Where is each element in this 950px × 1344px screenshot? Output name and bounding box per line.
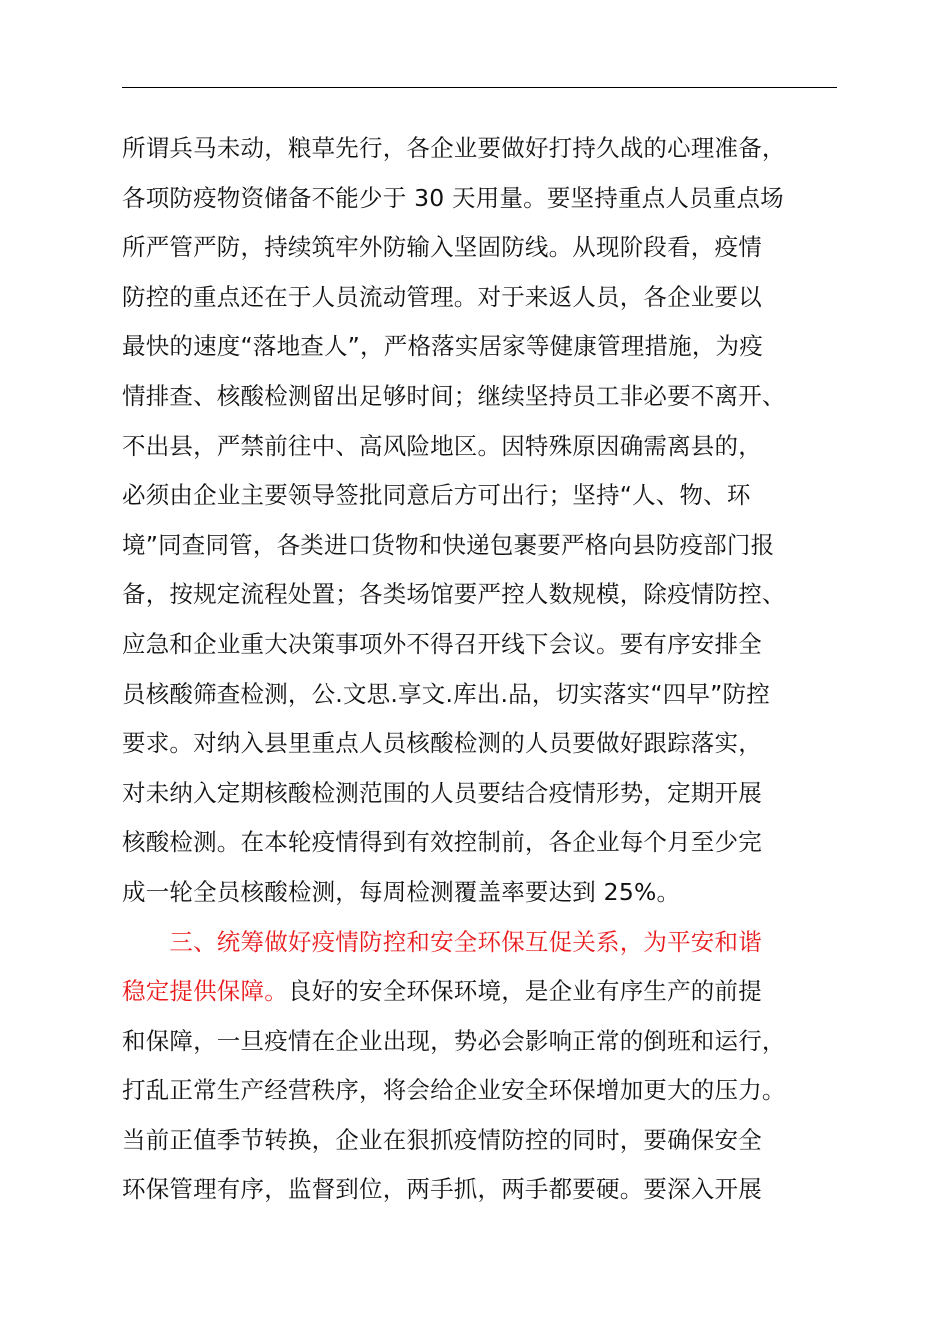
paragraph-text: 成一轮全员核酸检测，每周检测覆盖率要达到 25%。 (122, 877, 681, 906)
text-line (122, 471, 862, 521)
text-line (122, 1066, 862, 1116)
paragraph-text: 所严管严防，持续筑牢外防输入坚固防线。从现阶段看，疫情 (122, 233, 762, 262)
paragraph-text: 和保障，一旦疫情在企业出现，势必会影响正常的倒班和运行， (122, 1026, 786, 1055)
text-line (122, 719, 862, 769)
paragraph-text: 要求。对纳入县里重点人员核酸检测的人员要做好跟踪落实， (122, 729, 762, 758)
text-line (122, 620, 862, 670)
heading-text: 稳定提供保障。 (122, 977, 288, 1006)
paragraph-text: 应急和企业重大决策事项外不得召开线下会议。要有序安排全 (122, 629, 762, 658)
paragraph-text: 环保管理有序，监督到位，两手抓，两手都要硬。要深入开展 (122, 1175, 762, 1204)
text-line (122, 1165, 862, 1215)
text-line (122, 273, 862, 323)
text-line (122, 570, 862, 620)
paragraph-text: 必须由企业主要领导签批同意后方可出行；坚持“人、物、环 (122, 481, 751, 510)
text-line (122, 322, 862, 372)
paragraph-text: 当前正值季节转换，企业在狠抓疫情防控的同时，要确保安全 (122, 1125, 762, 1154)
text-line (122, 521, 862, 571)
header-rule (122, 87, 837, 88)
heading-text: 三、统筹做好疫情防控和安全环保互促关系，为平安和谐 (122, 927, 762, 956)
paragraph-text: 不出县，严禁前往中、高风险地区。因特殊原因确需离县的， (122, 431, 762, 460)
paragraph-text: 员核酸筛查检测，公.文思.享文.库出.品，切实落实“四早”防控 (122, 679, 770, 708)
paragraph-text: 核酸检测。在本轮疫情得到有效控制前，各企业每个月至少完 (122, 828, 762, 857)
text-line (122, 174, 862, 224)
text-line (122, 1116, 862, 1166)
paragraph-text: 所谓兵马未动，粮草先行，各企业要做好打持久战的心理准备， (122, 134, 786, 162)
paragraph-text: 最快的速度“落地查人”，严格落实居家等健康管理措施，为疫 (122, 332, 763, 361)
text-line (122, 818, 862, 868)
paragraph-text: 情排查、核酸检测留出足够时间；继续坚持员工非必要不离开、 (122, 381, 786, 410)
text-line (122, 422, 862, 472)
text-line (122, 670, 862, 720)
text-line (122, 918, 862, 968)
paragraph-text: 打乱正常生产经营秩序，将会给企业安全环保增加更大的压力。 (122, 1076, 786, 1105)
paragraph-text: 防控的重点还在于人员流动管理。对于来返人员，各企业要以 (122, 282, 762, 311)
text-line (122, 769, 862, 819)
paragraph-text: 境”同查同管，各类进口货物和快递包裹要严格向县防疫部门报 (122, 530, 775, 559)
text-line (122, 223, 862, 273)
paragraph-text: 备，按规定流程处置；各类场馆要严控人数规模，除疫情防控、 (122, 580, 786, 609)
body-text (122, 124, 862, 1215)
paragraph-text: 良好的安全环保环境，是企业有序生产的前提 (287, 977, 762, 1006)
text-line (122, 124, 862, 174)
text-line (122, 868, 862, 918)
paragraph-text: 各项防疫物资储备不能少于 30 天用量。要坚持重点人员重点场 (122, 183, 784, 212)
text-line (122, 967, 862, 1017)
paragraph-text: 对未纳入定期核酸检测范围的人员要结合疫情形势，定期开展 (122, 778, 762, 807)
text-line (122, 372, 862, 422)
text-line (122, 1017, 862, 1067)
